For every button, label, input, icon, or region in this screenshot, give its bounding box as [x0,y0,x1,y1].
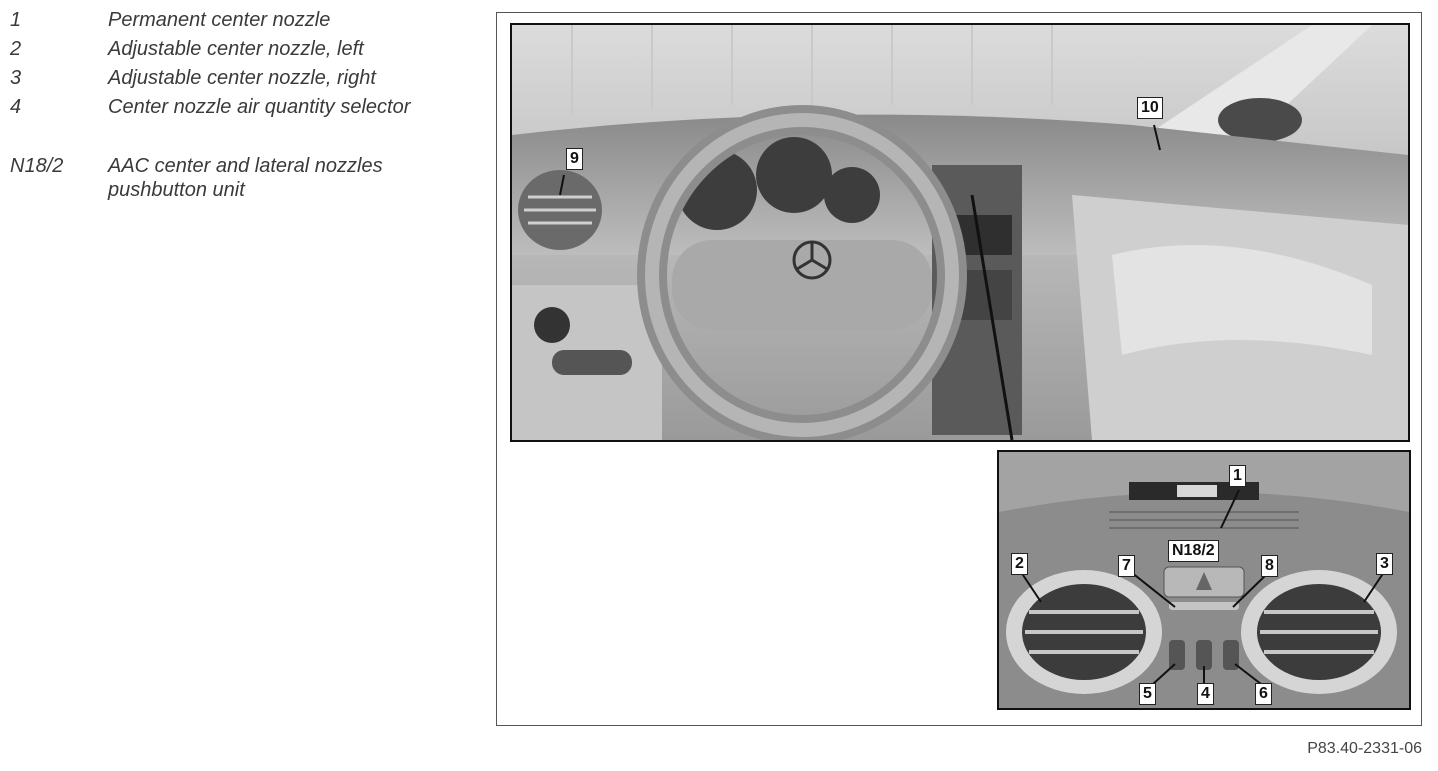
legend-key: 4 [10,96,22,118]
callout-2: 2 [1011,553,1028,575]
legend-desc: AAC center and lateral nozzles [108,155,383,177]
legend-key: 1 [10,9,22,31]
callout-9: 9 [566,148,583,170]
callout-1: 1 [1229,465,1246,487]
legend-desc-continued: pushbutton unit [108,179,245,201]
nozzle-detail-inset [997,450,1411,710]
legend-desc: Permanent center nozzle [108,9,331,31]
callout-10: 10 [1137,97,1163,119]
callout-7: 7 [1118,555,1135,577]
legend-key: 3 [10,67,22,89]
legend-key: 2 [10,38,22,60]
callout-6: 6 [1255,683,1272,705]
callout-n18-2: N18/2 [1168,540,1219,562]
legend-key: N18/2 [10,155,64,177]
callout-3: 3 [1376,553,1393,575]
callout-5: 5 [1139,683,1156,705]
callout-4: 4 [1197,683,1214,705]
dashboard-photo [510,23,1410,442]
callout-8: 8 [1261,555,1278,577]
figure-code: P83.40-2331-06 [1307,740,1422,757]
legend-desc: Center nozzle air quantity selector [108,96,411,118]
legend-desc: Adjustable center nozzle, right [108,67,376,89]
legend-desc: Adjustable center nozzle, left [108,38,364,60]
